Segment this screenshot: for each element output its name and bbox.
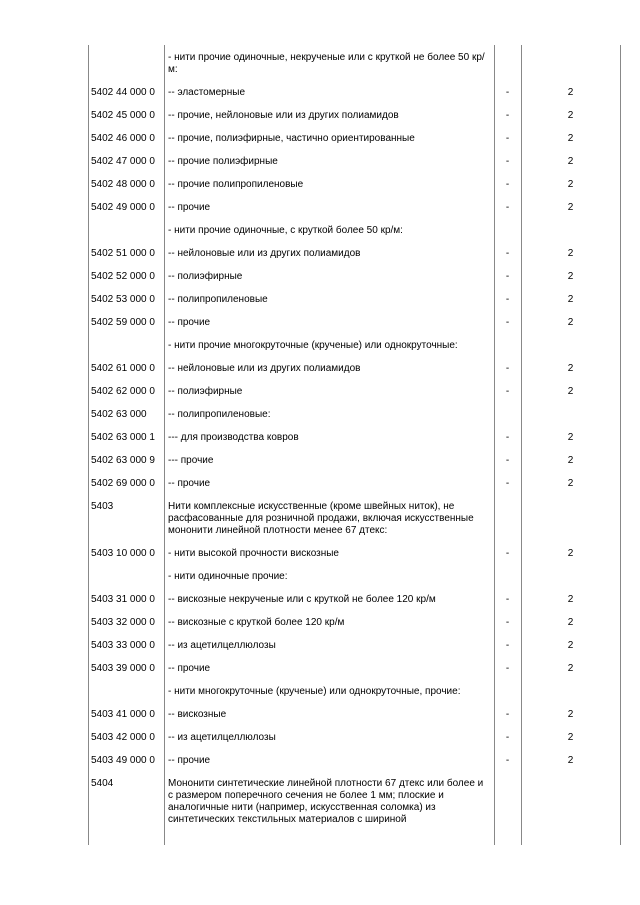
code-cell: 5403 10 000 0 [91, 548, 155, 559]
code-cell: 5403 41 000 0 [91, 709, 155, 720]
table-row [0, 52, 640, 76]
duty-rate-cell: 2 [567, 179, 574, 190]
unit-cell: - [505, 202, 510, 213]
description-cell: -- нейлоновые или из других полиамидов [168, 248, 361, 259]
duty-rate-cell: 2 [567, 617, 574, 628]
description-cell: -- прочие полиэфирные [168, 156, 278, 167]
unit-cell: - [505, 363, 510, 374]
duty-rate-cell: 2 [567, 202, 574, 213]
unit-cell: - [505, 317, 510, 328]
table-row [0, 617, 640, 629]
tariff-table [0, 52, 640, 837]
unit-cell: - [505, 548, 510, 559]
description-cell: -- прочие [168, 202, 211, 213]
code-cell: 5402 59 000 0 [91, 317, 155, 328]
description-cell: -- эластомерные [168, 87, 246, 98]
description-cell: -- полипропиленовые [168, 294, 268, 305]
description-cell: - нити прочие многокруточные (крученые) или однокруточные: [168, 340, 458, 351]
code-cell: 5402 63 000 9 [91, 455, 155, 466]
table-row [0, 594, 640, 606]
description-cell: - нити одиночные прочие: [168, 571, 288, 582]
table-row [0, 571, 640, 583]
description-cell: -- полиэфирные [168, 386, 243, 397]
table-row [0, 455, 640, 467]
code-cell: 5402 52 000 0 [91, 271, 155, 282]
code-cell: 5402 49 000 0 [91, 202, 155, 213]
table-row [0, 778, 640, 826]
table-row [0, 133, 640, 145]
description-cell: - нити прочие одиночные, с круткой более 50 кр/м: [168, 225, 403, 236]
description-cell: Мононити синтетические линейной плотности 67 дтекс или более и с размером поперечного сечения не более 1 мм; плоские и аналогичные нити (например, искусственная соломка) из синтетических текстильных материалов с шириной [168, 778, 484, 825]
code-cell: 5402 61 000 0 [91, 363, 155, 374]
unit-cell: - [505, 133, 510, 144]
table-row [0, 248, 640, 260]
description-cell: -- вискозные [168, 709, 227, 720]
description-cell: -- прочие, полиэфирные, частично ориентированные [168, 133, 415, 144]
code-cell: 5402 48 000 0 [91, 179, 155, 190]
duty-rate-cell: 2 [567, 133, 574, 144]
table-row [0, 686, 640, 698]
table-row [0, 317, 640, 329]
code-cell: 5403 33 000 0 [91, 640, 155, 651]
description-cell: --- прочие [168, 455, 214, 466]
duty-rate-cell: 2 [567, 386, 574, 397]
unit-cell: - [505, 156, 510, 167]
duty-rate-cell: 2 [567, 663, 574, 674]
unit-cell: - [505, 110, 510, 121]
code-cell: 5402 51 000 0 [91, 248, 155, 259]
table-row [0, 755, 640, 767]
unit-cell: - [505, 87, 510, 98]
code-cell: 5402 45 000 0 [91, 110, 155, 121]
unit-cell: - [505, 709, 510, 720]
duty-rate-cell: 2 [567, 709, 574, 720]
description-cell: -- прочие, нейлоновые или из других полиамидов [168, 110, 399, 121]
duty-rate-cell: 2 [567, 317, 574, 328]
description-cell: -- вискозные некрученые или с круткой не более 120 кр/м [168, 594, 436, 605]
code-cell: 5402 53 000 0 [91, 294, 155, 305]
description-cell: -- прочие полипропиленовые [168, 179, 304, 190]
duty-rate-cell: 2 [567, 548, 574, 559]
table-row [0, 709, 640, 721]
table-row [0, 110, 640, 122]
table-row [0, 386, 640, 398]
unit-cell: - [505, 640, 510, 651]
description-cell: -- нейлоновые или из других полиамидов [168, 363, 361, 374]
unit-cell: - [505, 617, 510, 628]
code-cell: 5403 39 000 0 [91, 663, 155, 674]
description-cell: -- из ацетилцеллюлозы [168, 640, 276, 651]
table-row [0, 202, 640, 214]
code-cell: 5403 32 000 0 [91, 617, 155, 628]
duty-rate-cell: 2 [567, 271, 574, 282]
description-cell: -- прочие [168, 478, 211, 489]
code-cell: 5402 46 000 0 [91, 133, 155, 144]
unit-cell: - [505, 663, 510, 674]
unit-cell: - [505, 455, 510, 466]
table-row [0, 640, 640, 652]
duty-rate-cell: 2 [567, 248, 574, 259]
table-row [0, 432, 640, 444]
code-cell: 5404 [91, 778, 114, 789]
description-cell: - нити высокой прочности вискозные [168, 548, 339, 559]
description-cell: -- полиэфирные [168, 271, 243, 282]
code-cell: 5402 47 000 0 [91, 156, 155, 167]
unit-cell: - [505, 271, 510, 282]
code-cell: 5402 63 000 1 [91, 432, 155, 443]
description-cell: - нити прочие одиночные, некрученые или с круткой не более 50 кр/м: [168, 52, 485, 75]
duty-rate-cell: 2 [567, 432, 574, 443]
unit-cell: - [505, 755, 510, 766]
code-cell: 5403 42 000 0 [91, 732, 155, 743]
table-row [0, 732, 640, 744]
duty-rate-cell: 2 [567, 156, 574, 167]
duty-rate-cell: 2 [567, 363, 574, 374]
duty-rate-cell: 2 [567, 640, 574, 651]
table-row [0, 156, 640, 168]
table-row [0, 87, 640, 99]
description-cell: -- вискозные с круткой более 120 кр/м [168, 617, 345, 628]
table-row [0, 363, 640, 375]
unit-cell: - [505, 732, 510, 743]
duty-rate-cell: 2 [567, 732, 574, 743]
description-cell: -- полипропиленовые: [168, 409, 271, 420]
unit-cell: - [505, 386, 510, 397]
table-row [0, 294, 640, 306]
description-cell: - нити многокруточные (крученые) или однокруточные, прочие: [168, 686, 461, 697]
table-row [0, 179, 640, 191]
code-cell: 5403 [91, 501, 114, 512]
duty-rate-cell: 2 [567, 87, 574, 98]
unit-cell: - [505, 294, 510, 305]
table-row [0, 340, 640, 352]
description-cell: --- для производства ковров [168, 432, 299, 443]
code-cell: 5402 69 000 0 [91, 478, 155, 489]
unit-cell: - [505, 478, 510, 489]
duty-rate-cell: 2 [567, 294, 574, 305]
unit-cell: - [505, 179, 510, 190]
table-row [0, 663, 640, 675]
description-cell: -- прочие [168, 317, 211, 328]
unit-cell: - [505, 594, 510, 605]
code-cell: 5403 49 000 0 [91, 755, 155, 766]
table-row [0, 409, 640, 421]
description-cell: -- прочие [168, 755, 211, 766]
description-cell: Нити комплексные искусственные (кроме швейных ниток), не расфасованные для розничной продажи, включая искусственные мононити линейной плотности менее 67 дтекс: [168, 501, 474, 536]
duty-rate-cell: 2 [567, 455, 574, 466]
duty-rate-cell: 2 [567, 594, 574, 605]
code-cell: 5402 44 000 0 [91, 87, 155, 98]
duty-rate-cell: 2 [567, 110, 574, 121]
table-row [0, 225, 640, 237]
unit-cell: - [505, 248, 510, 259]
table-row [0, 548, 640, 560]
code-cell: 5402 62 000 0 [91, 386, 155, 397]
description-cell: -- прочие [168, 663, 211, 674]
code-cell: 5403 31 000 0 [91, 594, 155, 605]
duty-rate-cell: 2 [567, 478, 574, 489]
unit-cell: - [505, 432, 510, 443]
duty-rate-cell: 2 [567, 755, 574, 766]
description-cell: -- из ацетилцеллюлозы [168, 732, 276, 743]
code-cell: 5402 63 000 [91, 409, 147, 420]
table-row [0, 478, 640, 490]
table-row [0, 271, 640, 283]
table-row [0, 501, 640, 537]
